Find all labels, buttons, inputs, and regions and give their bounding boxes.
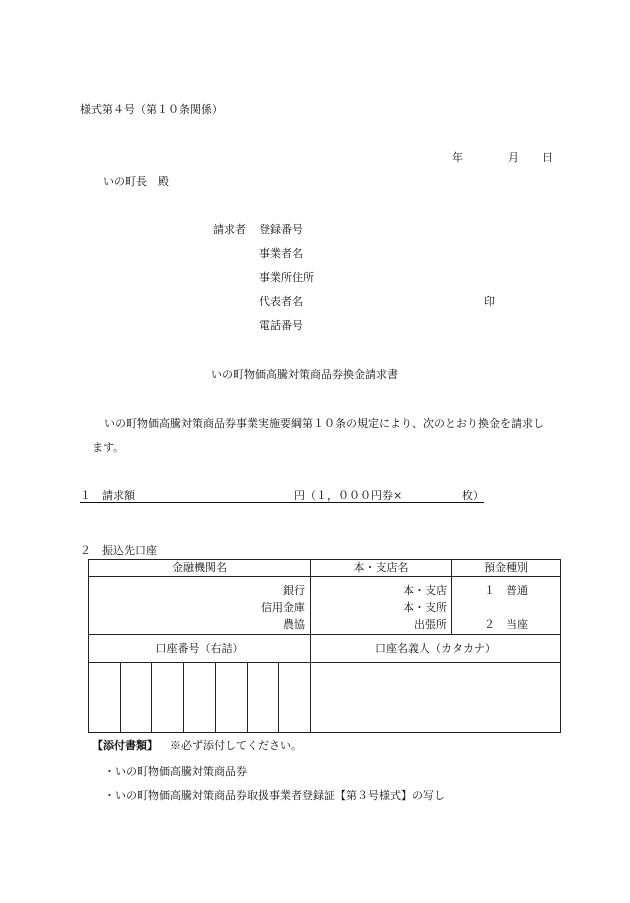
account-digit-box[interactable] [248, 663, 280, 732]
body-text-line2: ます。 [92, 441, 125, 454]
header-branch-name: 本・支店名 [311, 560, 452, 577]
claim-sheets-text: 枚） [462, 489, 484, 502]
claim-amount-underline [80, 502, 484, 503]
account-digit-box[interactable] [184, 663, 216, 732]
business-name-label: 事業者名 [259, 247, 303, 260]
branch-type-sub-branch: 出張所 [414, 618, 447, 631]
date-year: 年 [452, 151, 463, 164]
account-number-digit-boxes [89, 663, 310, 732]
seal-mark: 印 [484, 295, 495, 308]
business-address-label: 事業所住所 [259, 271, 314, 284]
body-text-line1: いの町物価高騰対策商品券事業実施要綱第１０条の規定により、次のとおり換金を請求し [104, 417, 544, 430]
header-account-holder: 口座名義人（カタカナ） [311, 635, 561, 663]
institution-type-agricultural-coop: 農協 [283, 618, 305, 631]
branch-name-cell[interactable] [311, 577, 452, 635]
account-digit-box[interactable] [121, 663, 153, 732]
form-number: 様式第４号（第１０条関係） [80, 103, 223, 116]
account-digit-box[interactable] [216, 663, 248, 732]
header-account-number: 口座番号（右詰） [89, 635, 311, 663]
attachment-item-voucher: ・いの町物価高騰対策商品券 [104, 765, 247, 778]
claim-amount-text: 円（１，０００円券× [294, 489, 403, 502]
institution-type-bank: 銀行 [283, 584, 305, 597]
date-month: 月 [508, 151, 519, 164]
branch-type-main-sub-office: 本・支所 [403, 601, 447, 614]
addressee: いの町長 殿 [103, 175, 169, 188]
institution-type-credit-union: 信用金庫 [261, 601, 305, 614]
date-day: 日 [542, 151, 553, 164]
claim-amount-label: １ 請求額 [80, 489, 135, 502]
deposit-type-ordinary: １ 普通 [484, 584, 528, 597]
account-digit-box[interactable] [279, 663, 310, 732]
header-deposit-type: 預金種別 [452, 560, 561, 577]
deposit-type-cell[interactable] [452, 577, 561, 635]
account-digit-box[interactable] [89, 663, 121, 732]
attachments-note: ※必ず添付してください。 [170, 739, 302, 752]
claimant-label: 請求者 [213, 223, 246, 236]
document-title: いの町物価高騰対策商品券換金請求書 [211, 368, 398, 381]
deposit-type-current: ２ 当座 [484, 618, 528, 631]
representative-label: 代表者名 [259, 295, 303, 308]
account-digit-box[interactable] [152, 663, 184, 732]
account-holder-input[interactable] [311, 663, 561, 733]
institution-name-cell[interactable] [89, 577, 311, 635]
header-institution-name: 金融機関名 [89, 560, 311, 577]
account-number-input[interactable] [89, 663, 311, 733]
attachment-item-registration-certificate: ・いの町物価高騰対策商品券取扱事業者登録証【第３号様式】の写し [104, 789, 445, 802]
branch-type-main-branch: 本・支店 [403, 584, 447, 597]
bank-account-table [88, 559, 561, 733]
attachments-heading: 【添付書類】 [92, 739, 158, 752]
registration-number-label: 登録番号 [259, 223, 303, 236]
phone-number-label: 電話番号 [259, 319, 303, 332]
bank-account-section-label: ２ 振込先口座 [80, 544, 157, 557]
